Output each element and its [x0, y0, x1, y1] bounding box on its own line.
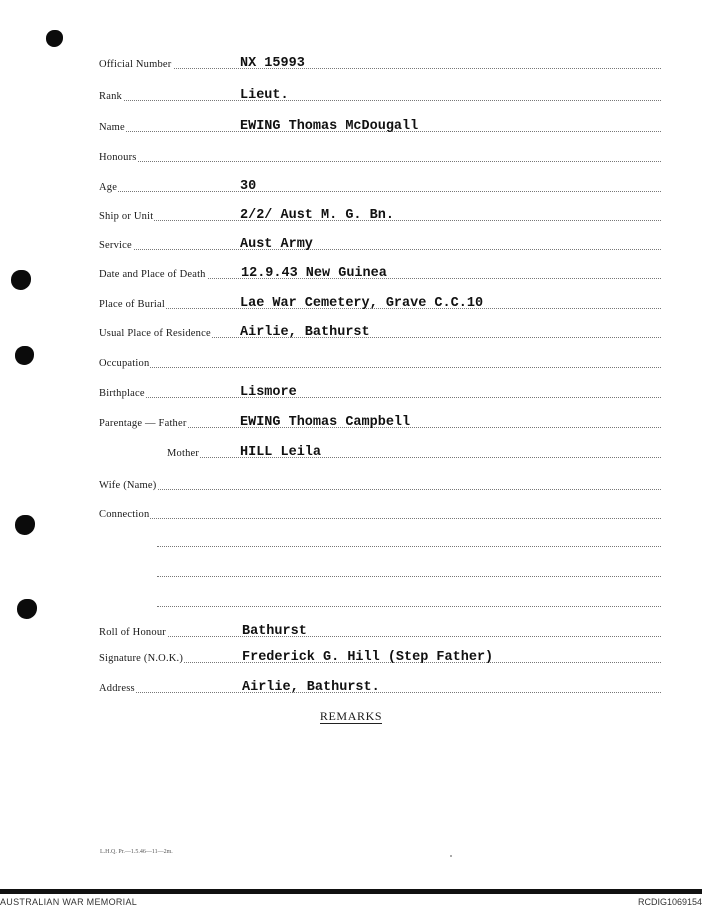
connection-blank-line [157, 560, 661, 580]
footer-bar [0, 889, 702, 894]
residence-value: Airlie, Bathurst [240, 325, 370, 340]
punch-hole [46, 30, 63, 47]
field-roll-of-honour [99, 620, 661, 640]
name-value: EWING Thomas McDougall [240, 119, 419, 134]
age-label: Age [99, 182, 118, 193]
connection-blank-line [157, 590, 661, 610]
reference-code: RCDIG1069154 [637, 897, 702, 907]
roll-of-honour-value: Bathurst [242, 624, 307, 639]
birthplace-value: Lismore [240, 385, 297, 400]
institution-name: AUSTRALIAN WAR MEMORIAL [0, 897, 138, 907]
official-number-label: Official Number [99, 59, 172, 70]
address-label: Address [99, 683, 135, 694]
age-value: 30 [240, 179, 257, 194]
death-value: 12.9.43 New Guinea [241, 266, 387, 281]
remarks-heading: REMARKS [319, 709, 383, 723]
punch-hole [15, 515, 35, 535]
burial-value: Lae War Cemetery, Grave C.C.10 [240, 296, 484, 311]
connection-blank-line [157, 530, 661, 550]
father-label: Parentage — Father [99, 418, 187, 429]
field-birthplace [99, 381, 661, 401]
address-value: Airlie, Bathurst. [242, 680, 380, 695]
field-honours [99, 145, 661, 165]
field-wife [99, 473, 661, 493]
residence-label: Usual Place of Residence [99, 328, 211, 339]
field-father [99, 411, 661, 431]
father-value: EWING Thomas Campbell [240, 415, 411, 430]
punch-hole [17, 599, 37, 619]
ship-or-unit-value: 2/2/ Aust M. G. Bn. [240, 208, 394, 223]
official-number-value: NX 15993 [240, 56, 305, 71]
roll-of-honour-label: Roll of Honour [99, 627, 166, 638]
field-residence [99, 321, 661, 341]
field-rank [99, 84, 661, 104]
occupation-label: Occupation [99, 358, 150, 369]
field-occupation [99, 351, 661, 371]
signature-value: Frederick G. Hill (Step Father) [242, 650, 494, 665]
field-official-number [99, 52, 661, 72]
field-mother [167, 441, 661, 461]
death-label: Date and Place of Death [99, 269, 206, 280]
field-name [99, 115, 661, 135]
field-address [99, 676, 661, 696]
burial-label: Place of Burial [99, 299, 165, 310]
field-connection [99, 502, 661, 522]
punch-hole [11, 270, 31, 290]
paper-speck [450, 855, 452, 857]
printer-code: L.H.Q. Pr.—1.5.46—11—2m. [100, 849, 173, 855]
mother-value: HILL Leila [240, 445, 322, 460]
field-death [99, 262, 661, 282]
birthplace-label: Birthplace [99, 388, 145, 399]
connection-label: Connection [99, 509, 150, 520]
wife-label: Wife (Name) [99, 480, 157, 491]
ship-or-unit-label: Ship or Unit [99, 211, 154, 222]
signature-label: Signature (N.O.K.) [99, 653, 184, 664]
punch-hole [15, 346, 34, 365]
field-signature [99, 646, 661, 666]
rank-label: Rank [99, 91, 122, 102]
name-label: Name [99, 122, 125, 133]
rank-value: Lieut. [240, 88, 289, 103]
mother-label: Mother [167, 448, 200, 459]
honours-label: Honours [99, 152, 137, 163]
field-burial [99, 292, 661, 312]
service-value: Aust Army [240, 237, 313, 252]
field-age [99, 175, 661, 195]
service-label: Service [99, 240, 132, 251]
field-service [99, 233, 661, 253]
field-ship-or-unit [99, 204, 661, 224]
